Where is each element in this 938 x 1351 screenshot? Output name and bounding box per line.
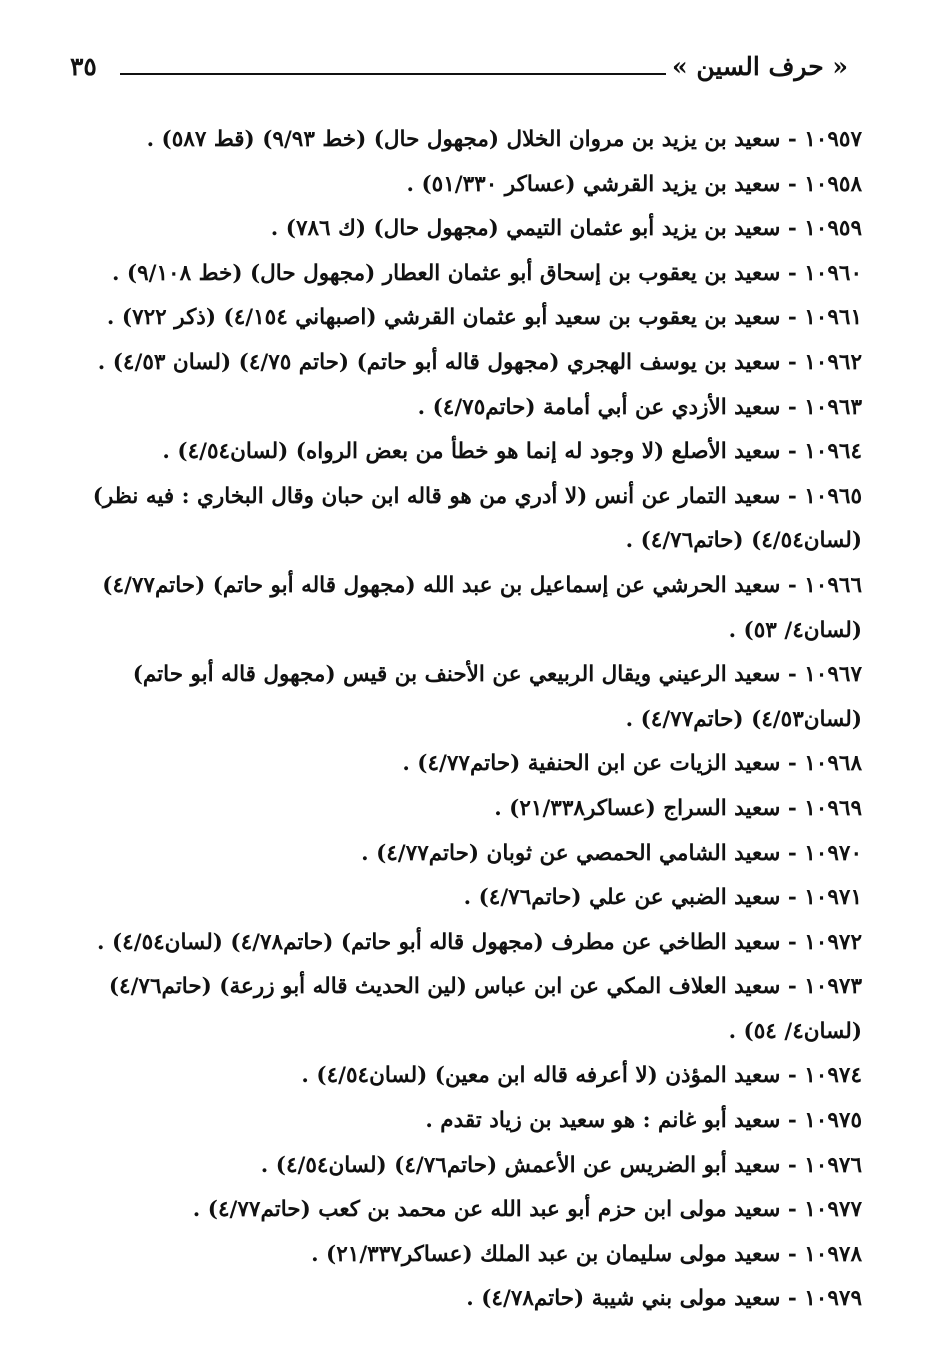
- entry-text: سعيد أبو الضريس عن الأعمش (حاتم٤/٧٦) (لسان٤/٥٤) .: [260, 1152, 781, 1178]
- entry-number: ١٠٩٦٣: [804, 394, 862, 420]
- entry-text: سعيد بن يعقوب بن سعيد أبو عثمان القرشي (اصبهاني ٤/١٥٤) (ذكر ٧٢٢) .: [106, 305, 781, 331]
- entry-dash: -: [780, 216, 805, 242]
- entry-dash: -: [780, 127, 805, 152]
- entry-dash: -: [780, 840, 805, 866]
- entry-dash: -: [780, 1286, 805, 1312]
- entry-number: ١٠٩٦٧: [804, 662, 862, 688]
- list-item: [74, 564, 862, 653]
- entry-text: سعيد الرعيني ويقال الربيعي عن الأحنف بن قيس (مجهول قاله أبو حاتم) (لسان٤/٥٣) (حاتم٤/٧٧) .: [132, 662, 862, 732]
- list-item: [74, 386, 862, 431]
- list-item: [74, 296, 862, 341]
- page-header: [70, 52, 848, 92]
- entry-number: ١٠٩٧٠: [804, 840, 862, 866]
- entry-text: سعيد العلاف المكي عن ابن عباس (لين الحديث قاله أبو زرعة) (حاتم٤/٧٦) (لسان٤/ ٥٤) .: [108, 974, 862, 1044]
- entry-text: سعيد بن يزيد القرشي (عساكر ٥١/٣٣٠) .: [406, 171, 781, 197]
- entry-text: سعيد الضبي عن علي (حاتم٤/٧٦) .: [463, 885, 781, 911]
- list-item: [74, 207, 862, 252]
- entry-dash: -: [780, 394, 805, 420]
- list-item: [74, 787, 862, 832]
- entry-number: ١٠٩٧٥: [804, 1108, 862, 1134]
- entry-number: ١٠٩٥٩: [804, 216, 862, 242]
- list-item: [74, 475, 862, 564]
- entry-text: سعيد بن يعقوب بن إسحاق أبو عثمان العطار (مجهول حال) (خط ٩/١٠٨) .: [111, 260, 781, 286]
- entry-dash: -: [780, 1241, 805, 1267]
- entry-dash: -: [780, 439, 805, 465]
- list-item: [74, 1054, 862, 1099]
- entry-dash: -: [780, 1063, 805, 1089]
- entry-dash: -: [780, 305, 805, 331]
- entry-text: سعيد الأصلع (لا وجود له إنما هو خطأ من بعض الرواه) (لسان٤/٥٤) .: [162, 439, 781, 465]
- entry-number: ١٠٩٧٨: [804, 1241, 862, 1267]
- list-item: [74, 1144, 862, 1189]
- entry-number: ١٠٩٦٤: [804, 439, 862, 465]
- entry-text: سعيد التمار عن أنس (لا أدري من هو قاله ابن حبان وقال البخاري : فيه نظر) (لسان٤/٥٤) (حاتم٤/٧٦) .: [92, 483, 862, 554]
- entry-text: سعيد مولى بني شيبة (حاتم٤/٧٨) .: [466, 1286, 781, 1312]
- list-item: [74, 341, 862, 386]
- entry-number: ١٠٩٧٦: [804, 1152, 862, 1178]
- entry-dash: -: [780, 1152, 805, 1178]
- chapter-title: « حرف السين »: [672, 52, 848, 81]
- list-item: [74, 430, 862, 475]
- entry-text: سعيد الأزدي عن أبي أمامة (حاتم٤/٧٥) .: [417, 394, 781, 420]
- entry-text: سعيد بن يوسف الهجري (مجهول قاله أبو حاتم) (حاتم ٤/٧٥) (لسان ٤/٥٣) .: [97, 349, 781, 375]
- entry-dash: -: [780, 572, 805, 598]
- entry-number: ١٠٩٧٧: [804, 1197, 862, 1223]
- entry-number: ١٠٩٦٢: [804, 349, 862, 375]
- list-item: [74, 653, 862, 742]
- list-item: [74, 118, 862, 163]
- entry-dash: -: [780, 751, 805, 777]
- entry-number: ١٠٩٦٩: [804, 795, 862, 821]
- entry-dash: -: [780, 885, 805, 911]
- page-number: ٣٥: [70, 52, 97, 81]
- list-item: [74, 876, 862, 921]
- entry-number: ١٠٩٧٣: [804, 974, 862, 1000]
- entry-text: سعيد بن يزيد بن مروان الخلال (مجهول حال) (خط ٩/٩٣) (قط ٥٨٧) .: [146, 127, 781, 152]
- entry-dash: -: [780, 349, 805, 375]
- entry-number: ١٠٩٦١: [804, 305, 862, 331]
- list-item: [74, 163, 862, 208]
- entry-text: سعيد مولى ابن حزم أبو عبد الله عن محمد بن كعب (حاتم٤/٧٧) .: [192, 1197, 781, 1223]
- entry-text: سعيد الشامي الحمصي عن ثوبان (حاتم٤/٧٧) .: [361, 840, 781, 866]
- entry-dash: -: [780, 483, 805, 509]
- entry-text: سعيد الزيات عن ابن الحنفية (حاتم٤/٧٧) .: [402, 751, 781, 777]
- entry-dash: -: [780, 662, 805, 688]
- entry-dash: -: [780, 974, 805, 1000]
- entry-number: ١٠٩٥٧: [804, 127, 862, 152]
- entry-text: سعيد المؤذن (لا أعرفه قاله ابن معين) (لسان٤/٥٤) .: [301, 1063, 781, 1089]
- entry-dash: -: [780, 1197, 805, 1223]
- header-rule: [120, 73, 666, 75]
- entry-text: سعيد الحرشي عن إسماعيل بن عبد الله (مجهول قاله أبو حاتم) (حاتم٤/٧٧) (لسان٤/ ٥٣) .: [102, 572, 862, 643]
- entry-text: سعيد بن يزيد أبو عثمان التيمي (مجهول حال) (ك ٧٨٦) .: [270, 216, 781, 242]
- entry-dash: -: [780, 171, 805, 197]
- entry-number: ١٠٩٧٢: [804, 929, 862, 955]
- entry-dash: -: [780, 260, 805, 286]
- list-item: [74, 252, 862, 297]
- entry-number: ١٠٩٧٩: [804, 1286, 862, 1312]
- list-item: [74, 1277, 862, 1322]
- list-item: [74, 1188, 862, 1233]
- entry-number: ١٠٩٥٨: [804, 171, 862, 197]
- list-item: [74, 921, 862, 966]
- list-item: [74, 965, 862, 1054]
- entry-number: ١٠٩٦٥: [804, 483, 862, 509]
- entry-text: سعيد مولى سليمان بن عبد الملك (عساكر٢١/٣٣٧) .: [311, 1241, 781, 1267]
- entry-list: [74, 118, 862, 1322]
- entry-text: سعيد أبو غانم : هو سعيد بن زياد تقدم .: [425, 1108, 781, 1134]
- list-item: [74, 1233, 862, 1278]
- entry-text: سعيد السراج (عساكر٢١/٣٣٨) .: [494, 795, 781, 821]
- entry-text: سعيد الطاخي عن مطرف (مجهول قاله أبو حاتم) (حاتم٤/٧٨) (لسان٤/٥٤) .: [97, 929, 781, 955]
- entry-number: ١٠٩٧١: [804, 885, 862, 911]
- list-item: [74, 742, 862, 787]
- entry-number: ١٠٩٦٦: [804, 572, 862, 598]
- entry-number: ١٠٩٦٨: [804, 751, 862, 777]
- entry-dash: -: [780, 795, 805, 821]
- list-item: [74, 1099, 862, 1144]
- entry-dash: -: [780, 929, 805, 955]
- entry-number: ١٠٩٦٠: [804, 260, 862, 286]
- entry-dash: -: [780, 1108, 805, 1134]
- entry-number: ١٠٩٧٤: [804, 1063, 862, 1089]
- list-item: [74, 832, 862, 877]
